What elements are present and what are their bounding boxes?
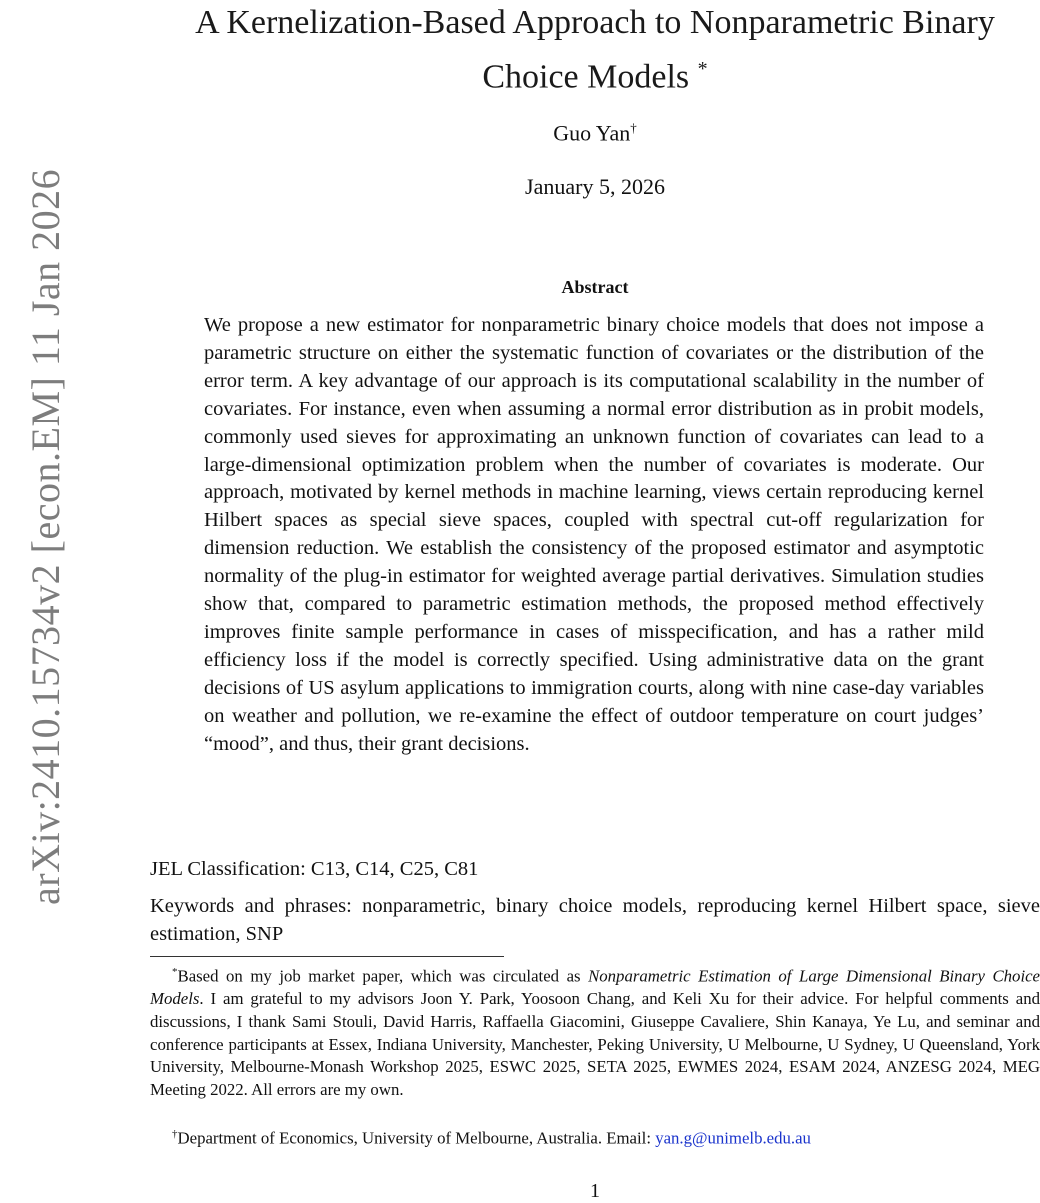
footnote-2-mark: † <box>172 1128 178 1140</box>
page-number: 1 <box>590 1180 600 1202</box>
keywords: Keywords and phrases: nonparametric, binary choice models, reproducing kernel Hilbert space, sieve estimation, SNP <box>150 895 1040 945</box>
email-link[interactable]: yan.g@unimelb.edu.au <box>655 1128 811 1148</box>
footnote-1-italic-title: Nonparametric Estimation of Large Dimensional Binary Choice Models <box>150 966 1040 1009</box>
abstract-body: We propose a new estimator for nonparametric binary choice models that does not impose a parametric structure on either the systematic function of covariates or the distribution of the error term. A key advantage of our approach is its computational scalability in the number of covariates. For instance, even when assuming a normal error distribution as in probit models, commonly used sieves for approximating an unknown function of covariates can lead to a large-dimensional optimization problem when the number of covariates is moderate. Our approach, motivated by kernel methods in machine learning, views certain reproducing kernel Hilbert spaces as special sieve spaces, coupled with spectral cut-off regularization for dimension reduction. We establish the consistency of the proposed estimator and asymptotic normality of the plug-in estimator for weighted average partial derivatives. Simulation studies show that, compared to parametric estimation methods, the proposed method effectively improves finite sample performance in cases of misspecification, and has a rather mild efficiency loss if the model is correctly specified. Using administrative data on the grant decisions of US asylum applications to immigration courts, along with nine case-day variables on weather and pollution, we re-examine the effect of outdoor temperature on court judges’ “mood”, and thus, their grant decisions. <box>204 314 984 755</box>
title-line-2: Choice Models <box>482 58 690 96</box>
author-name: Guo Yan <box>553 120 631 146</box>
footnote-2 <box>150 1123 1040 1150</box>
footnote-1 <box>150 961 1040 1102</box>
date: January 5, 2026 <box>525 174 665 199</box>
footnote-1-text-a: Based on my job market paper, which was circulated as <box>177 966 589 986</box>
paper-title <box>150 0 1040 100</box>
jel-classification: JEL Classification: C13, C14, C25, C81 <box>150 858 479 880</box>
footnote-rule <box>150 956 504 957</box>
author-footnote-mark: † <box>630 120 637 135</box>
abstract-heading: Abstract <box>561 277 629 297</box>
title-footnote-mark: * <box>697 58 708 80</box>
footnote-2-text: Department of Economics, University of Melbourne, Australia. Email: <box>177 1128 656 1148</box>
arxiv-identifier: arXiv:2410.15734v2 [econ.EM] 11 Jan 2026 <box>23 168 68 905</box>
footnote-1-text-b: . I am grateful to my advisors Joon Y. Park, Yoosoon Chang, and Keli Xu for their advice. For helpful comments and discussions, I thank Sami Stouli, David Harris, Raffaella Giacomini, Giuseppe Cavaliere, Shin Kanaya, Ye Lu, and seminar and conference participants at Essex, Indiana University, Manchester, Peking University, U Melbourne, U Sydney, U Queensland, York University, Melbourne-Monash Workshop 2025, ESWC 2025, SETA 2025, EWMES 2024, ESAM 2024, ANZESG 2024, MEG Meeting 2022. All errors are my own. <box>150 989 1040 1100</box>
author <box>150 120 1040 146</box>
title-line-1: A Kernelization-Based Approach to Nonparametric Binary <box>195 4 995 41</box>
footnote-1-mark: * <box>172 966 178 978</box>
